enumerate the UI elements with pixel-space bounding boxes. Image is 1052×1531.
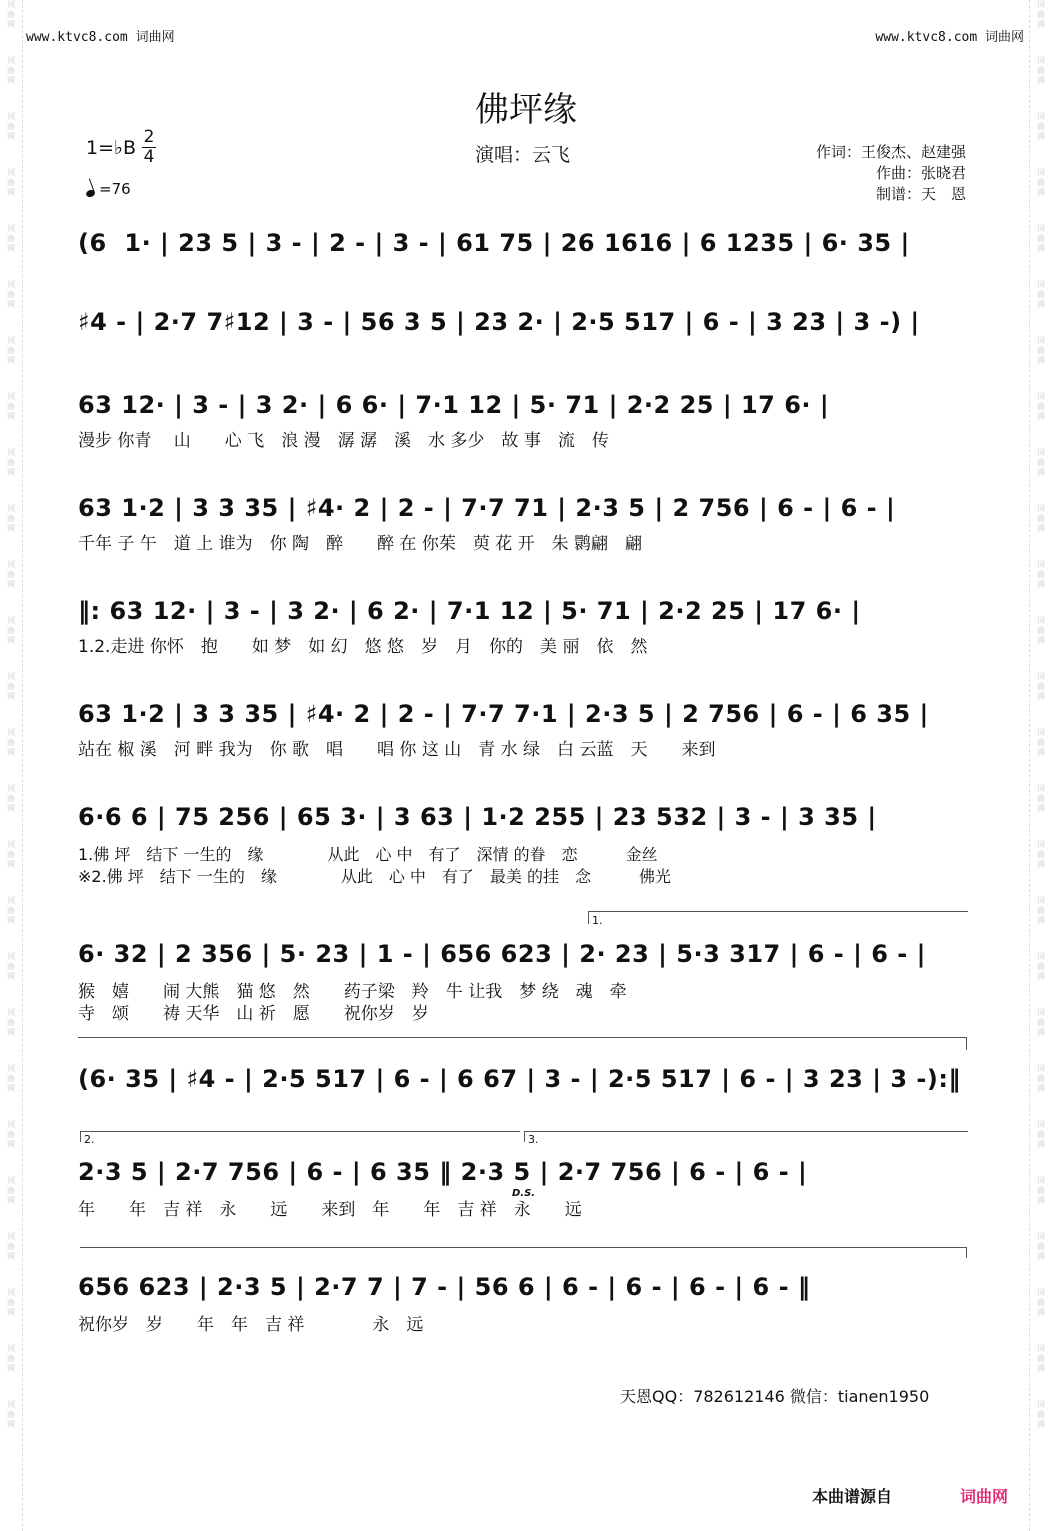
site-url-left[interactable]: www.ktvc8.com 词曲网 — [26, 30, 175, 45]
volta-2-bracket — [80, 1131, 520, 1132]
lyric-line: 千年 子 午 道 上 谁为 你 陶 醉 醉 在 你茱 萸 花 开 朱 鹮翩 翩 — [78, 534, 643, 554]
watermark-segment: 词 曲 网 — [7, 336, 15, 365]
watermark-segment: 词 曲 网 — [1037, 952, 1045, 981]
watermark-segment: 词 曲 网 — [1037, 1232, 1045, 1261]
watermark-segment: 词 曲 网 — [1037, 672, 1045, 701]
score-row-9 — [78, 1062, 970, 1096]
time-top: 2 — [143, 127, 155, 147]
volta-3-tick — [524, 1131, 525, 1142]
key-signature — [86, 128, 156, 167]
volta-2-label: 2. — [84, 1133, 95, 1146]
lyricist-credit: 作词：王俊杰、赵建强 — [815, 143, 966, 161]
time-signature — [142, 128, 156, 167]
tempo-value: =76 — [99, 180, 131, 198]
lyric-line: 漫步 你青 山 心 飞 浪 漫 潺 潺 溪 水 多少 故 事 流 传 — [78, 431, 609, 451]
composer-credit: 作曲：张晓君 — [875, 164, 966, 182]
volta-1-label: 1. — [592, 914, 603, 927]
notation-line: 656 623 | 2·3 5 | 2·7 7 | 7 - | 56 6 | 6 - | 6 - | 6 - | 6 - ‖ — [78, 1273, 811, 1301]
score-row-6 — [78, 697, 970, 761]
lyric-line-verse1: 猴 嬉 闹 大熊 猫 悠 然 药子梁 羚 牛 让我 梦 绕 魂 牵 — [78, 982, 627, 1002]
score-row-4 — [78, 491, 970, 555]
lyric-line-verse1: 1.佛 坪 结下 一生的 缘 从此 心 中 有了 深情 的眷 恋 金丝 — [78, 845, 658, 864]
right-watermark-strip — [1032, 0, 1050, 1531]
notation-line: 63 12· | 3 - | 3 2· | 6 6· | 7·1 12 | 5· 71 | 2·2 25 | 17 6· | — [78, 391, 830, 419]
watermark-segment: 词 曲 网 — [1037, 448, 1045, 477]
lyric-line: 站在 椒 溪 河 畔 我为 你 歌 唱 唱 你 这 山 青 水 绿 白 云蓝 天 来到 — [78, 740, 716, 760]
watermark-segment: 词 曲 网 — [7, 168, 15, 197]
site-url-right[interactable]: www.ktvc8.com 词曲网 — [875, 30, 1024, 45]
notation-line: ‖: 63 12· | 3 - | 3 2· | 6 2· | 7·1 12 | 5· 71 | 2·2 25 | 17 6· | — [78, 597, 861, 625]
notation-line: ♯4 - | 2·7 7♯12 | 3 - | 56 3 5 | 23 2· | 2·5 517 | 6 - | 3 23 | 3 -) | — [78, 308, 920, 336]
score-row-7 — [78, 800, 970, 888]
notation-line: (6 1· | 23 5 | 3 - | 2 - | 3 - | 61 75 | 26 1616 | 6 1235 | 6· 35 | — [78, 229, 910, 257]
lyric-line-verse2: 寺 颂 祷 天华 山 祈 愿 祝你岁 岁 — [78, 1004, 429, 1024]
volta-1-end-tick — [966, 1037, 967, 1050]
watermark-segment: 词 曲 网 — [7, 840, 15, 869]
watermark-segment: 词 曲 网 — [7, 1232, 15, 1261]
watermark-segment: 词 曲 网 — [7, 0, 15, 29]
lyric-line-verse2: ※2.佛 坪 结下 一生的 缘 从此 心 中 有了 最美 的挂 念 佛光 — [78, 867, 672, 886]
credits-block — [816, 142, 966, 205]
score-row-11 — [78, 1270, 970, 1336]
quarter-note-icon — [85, 188, 96, 198]
watermark-segment: 词 曲 网 — [1037, 336, 1045, 365]
singer-credit: 演唱：云飞 — [475, 144, 571, 166]
volta-1-tick — [588, 911, 589, 924]
lyric-line: 祝你岁 岁 年 年 吉 祥 永 远 — [78, 1315, 424, 1335]
watermark-segment: 词 曲 网 — [7, 1400, 15, 1429]
watermark-segment: 词 曲 网 — [7, 392, 15, 421]
notation-line: 6·6 6 | 75 256 | 65 3· | 3 63 | 1·2 255 | 23 532 | 3 - | 3 35 | — [78, 803, 877, 831]
watermark-segment: 词 曲 网 — [1037, 0, 1045, 29]
watermark-segment: 词 曲 网 — [7, 1120, 15, 1149]
watermark-segment: 词 曲 网 — [7, 1008, 15, 1037]
watermark-segment: 词 曲 网 — [1037, 1008, 1045, 1037]
left-edge-line — [22, 0, 23, 1531]
watermark-segment: 词 曲 网 — [1037, 56, 1045, 85]
watermark-segment: 词 曲 网 — [7, 1064, 15, 1093]
final-bracket — [80, 1247, 966, 1248]
watermark-segment: 词 曲 网 — [7, 448, 15, 477]
watermark-segment: 词 曲 网 — [1037, 560, 1045, 589]
watermark-segment: 词 曲 网 — [1037, 168, 1045, 197]
key-text: 1=♭B — [86, 136, 137, 159]
score-row-1 — [78, 226, 970, 260]
watermark-segment: 词 曲 网 — [7, 504, 15, 533]
watermark-segment: 词 曲 网 — [7, 672, 15, 701]
watermark-segment: 词 曲 网 — [7, 896, 15, 925]
watermark-segment: 词 曲 网 — [7, 56, 15, 85]
score-row-3 — [78, 388, 970, 452]
time-bottom: 4 — [143, 147, 155, 167]
watermark-segment: 词 曲 网 — [1037, 280, 1045, 309]
left-watermark-strip — [2, 0, 20, 1531]
footer-source-label: 本曲谱源自 — [812, 1487, 893, 1506]
watermark-segment: 词 曲 网 — [7, 616, 15, 645]
watermark-segment: 词 曲 网 — [1037, 224, 1045, 253]
arranger-credit: 制谱：天 恩 — [875, 185, 966, 203]
volta-3-label: 3. — [528, 1133, 539, 1146]
score-row-5 — [78, 594, 970, 658]
watermark-segment: 词 曲 网 — [1037, 784, 1045, 813]
notation-line: 63 1·2 | 3 3 35 | ♯4· 2 | 2 - | 7·7 71 | 2·3 5 | 2 756 | 6 - | 6 - | — [78, 494, 896, 522]
lyric-line: 1.2.走进 你怀 抱 如 梦 如 幻 悠 悠 岁 月 你的 美 丽 依 然 — [78, 637, 648, 657]
watermark-segment: 词 曲 网 — [1037, 616, 1045, 645]
dal-segno-mark: D.S. — [512, 1188, 536, 1199]
watermark-segment: 词 曲 网 — [1037, 392, 1045, 421]
watermark-segment: 词 曲 网 — [1037, 1400, 1045, 1429]
notation-line: 6· 32 | 2 356 | 5· 23 | 1 - | 656 623 | 2· 23 | 5·3 317 | 6 - | 6 - | — [78, 940, 926, 968]
watermark-segment: 词 曲 网 — [7, 1288, 15, 1317]
watermark-segment: 词 曲 网 — [7, 280, 15, 309]
watermark-segment: 词 曲 网 — [1037, 840, 1045, 869]
watermark-segment: 词 曲 网 — [7, 1176, 15, 1205]
footer-brand-link[interactable]: 词曲网 — [960, 1487, 1009, 1506]
watermark-segment: 词 曲 网 — [1037, 112, 1045, 141]
lyric-line: 年 年 吉 祥 永 远 来到 年 年 吉 祥 永 远 — [78, 1200, 582, 1220]
watermark-segment: 词 曲 网 — [7, 952, 15, 981]
watermark-segment: 词 曲 网 — [1037, 1064, 1045, 1093]
volta-1-bracket-continued — [78, 1037, 966, 1038]
volta-3-bracket — [524, 1131, 968, 1132]
right-edge-line — [1029, 0, 1030, 1531]
watermark-segment: 词 曲 网 — [7, 728, 15, 757]
score-row-8 — [78, 937, 970, 1025]
volta-1-bracket — [588, 911, 968, 912]
tempo-marking — [86, 180, 131, 198]
watermark-segment: 词 曲 网 — [7, 112, 15, 141]
watermark-segment: 词 曲 网 — [1037, 1288, 1045, 1317]
watermark-segment: 词 曲 网 — [7, 224, 15, 253]
watermark-segment: 词 曲 网 — [1037, 728, 1045, 757]
watermark-segment: 词 曲 网 — [7, 784, 15, 813]
score-row-2 — [78, 305, 970, 339]
watermark-segment: 词 曲 网 — [7, 560, 15, 589]
final-bracket-tick — [966, 1247, 967, 1258]
volta-2-tick — [80, 1131, 81, 1142]
song-title: 佛坪缘 — [475, 90, 577, 130]
contact-info: 天恩QQ：782612146 微信：tianen1950 — [620, 1387, 930, 1406]
watermark-segment: 词 曲 网 — [7, 1344, 15, 1373]
watermark-segment: 词 曲 网 — [1037, 1344, 1045, 1373]
watermark-segment: 词 曲 网 — [1037, 1120, 1045, 1149]
notation-line: 63 1·2 | 3 3 35 | ♯4· 2 | 2 - | 7·7 7·1 | 2·3 5 | 2 756 | 6 - | 6 35 | — [78, 700, 929, 728]
notation-line: 2·3 5 | 2·7 756 | 6 - | 6 35 ‖ 2·3 5 | 2·7 756 | 6 - | 6 - | — [78, 1158, 808, 1186]
watermark-segment: 词 曲 网 — [1037, 504, 1045, 533]
watermark-segment: 词 曲 网 — [1037, 1176, 1045, 1205]
watermark-segment: 词 曲 网 — [1037, 896, 1045, 925]
notation-line: (6· 35 | ♯4 - | 2·5 517 | 6 - | 6 67 | 3 - | 2·5 517 | 6 - | 3 23 | 3 -):‖ — [78, 1065, 961, 1093]
